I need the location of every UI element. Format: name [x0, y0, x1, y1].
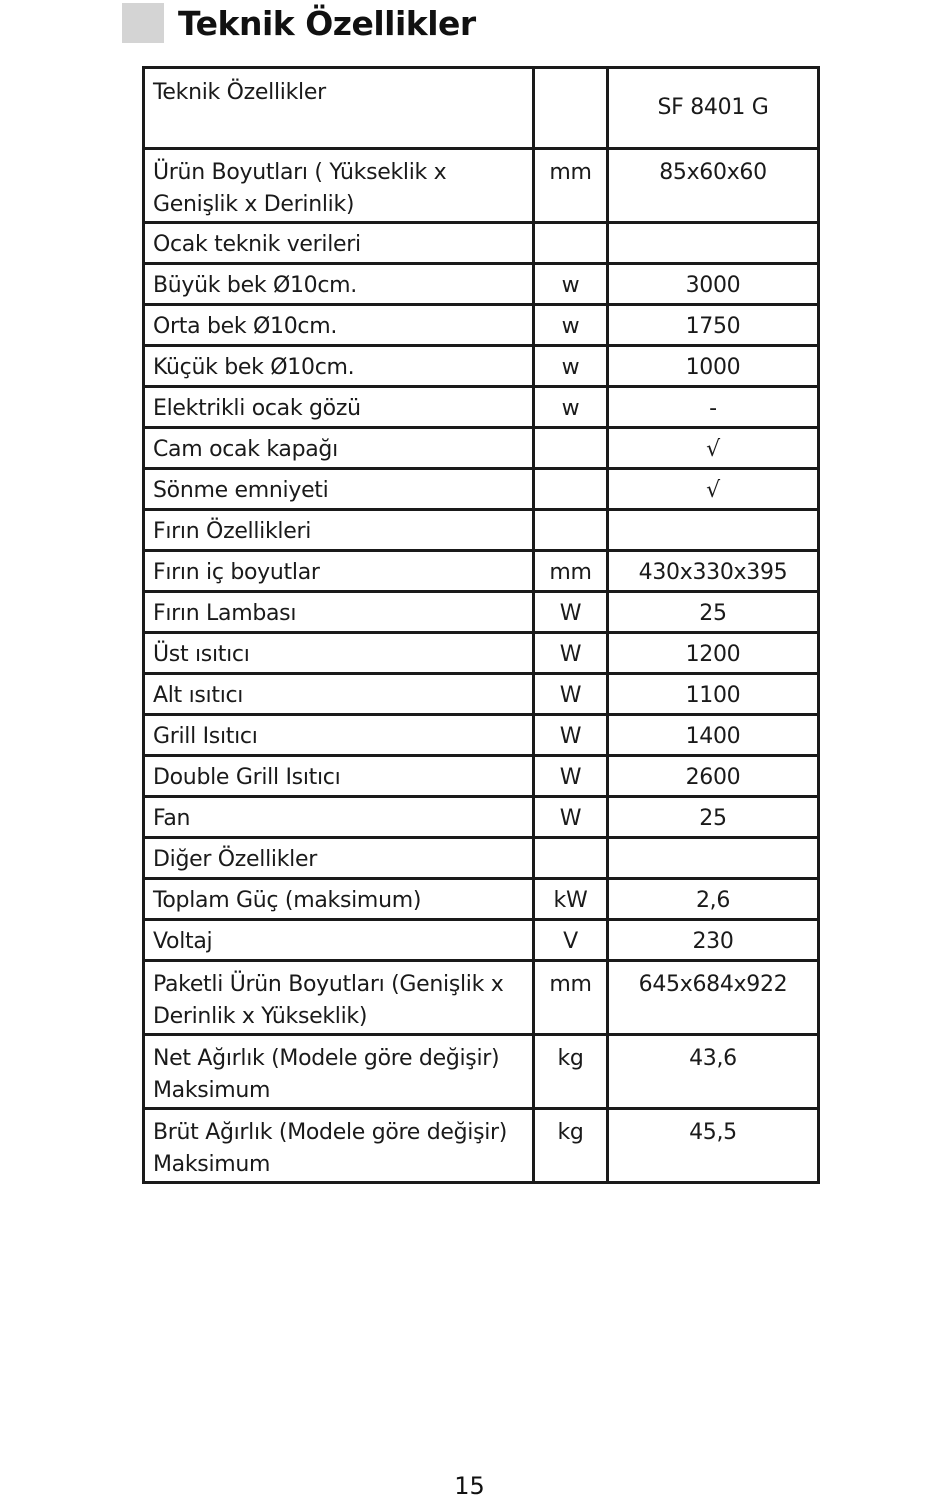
- spec-name-cell: Diğer Özellikler: [144, 838, 534, 879]
- spec-unit-cell: kg: [534, 1109, 608, 1183]
- spec-value-cell: 3000: [608, 264, 819, 305]
- spec-name-cell: Voltaj: [144, 920, 534, 961]
- spec-unit-cell: W: [534, 674, 608, 715]
- spec-value-cell: 2,6: [608, 879, 819, 920]
- table-row: [144, 264, 819, 305]
- spec-unit-cell: w: [534, 346, 608, 387]
- spec-unit-cell: mm: [534, 961, 608, 1035]
- spec-name-cell: Üst ısıtıcı: [144, 633, 534, 674]
- spec-unit-cell: kg: [534, 1035, 608, 1109]
- spec-name-cell: Grill Isıtıcı: [144, 715, 534, 756]
- spec-value-cell: 645x684x922: [608, 961, 819, 1035]
- spec-value-cell: 25: [608, 797, 819, 838]
- table-row: [144, 223, 819, 264]
- spec-name-cell: Fan: [144, 797, 534, 838]
- spec-unit-cell: W: [534, 715, 608, 756]
- spec-unit-cell: [534, 223, 608, 264]
- header-name-cell: Teknik Özellikler: [144, 68, 534, 149]
- table-row: [144, 551, 819, 592]
- spec-name-cell: Paketli Ürün Boyutları (Genişlik x Derinlik x Yükseklik): [144, 961, 534, 1035]
- table-header-row: [144, 68, 819, 149]
- spec-name-cell: Ürün Boyutları ( Yükseklik x Genişlik x Derinlik): [144, 149, 534, 223]
- spec-unit-cell: mm: [534, 149, 608, 223]
- table-row: [144, 715, 819, 756]
- table-row: [144, 510, 819, 551]
- table-row: [144, 387, 819, 428]
- table-row: [144, 674, 819, 715]
- spec-unit-cell: [534, 428, 608, 469]
- spec-name-cell: Double Grill Isıtıcı: [144, 756, 534, 797]
- table-row: [144, 469, 819, 510]
- spec-unit-cell: W: [534, 633, 608, 674]
- spec-name-cell: Cam ocak kapağı: [144, 428, 534, 469]
- specifications-table: [142, 66, 820, 1184]
- spec-value-cell: [608, 510, 819, 551]
- header-unit-cell: [534, 68, 608, 149]
- spec-name-cell: Alt ısıtıcı: [144, 674, 534, 715]
- spec-name-cell: Fırın Özellikleri: [144, 510, 534, 551]
- spec-unit-cell: V: [534, 920, 608, 961]
- spec-value-cell: 230: [608, 920, 819, 961]
- spec-value-cell: 43,6: [608, 1035, 819, 1109]
- table-row: [144, 633, 819, 674]
- header-gray-block: [122, 3, 164, 43]
- spec-unit-cell: w: [534, 387, 608, 428]
- spec-value-cell: [608, 223, 819, 264]
- spec-unit-cell: w: [534, 264, 608, 305]
- spec-name-cell: Ocak teknik verileri: [144, 223, 534, 264]
- spec-name-cell: Toplam Güç (maksimum): [144, 879, 534, 920]
- spec-unit-cell: W: [534, 797, 608, 838]
- page-number: 15: [454, 1472, 485, 1500]
- table-row: [144, 428, 819, 469]
- specifications-table-body: [144, 68, 819, 1183]
- spec-value-cell: 1400: [608, 715, 819, 756]
- table-row: [144, 346, 819, 387]
- spec-value-cell: 2600: [608, 756, 819, 797]
- page-title: Teknik Özellikler: [178, 3, 476, 43]
- table-row: [144, 838, 819, 879]
- table-row: [144, 149, 819, 223]
- spec-name-cell: Küçük bek Ø10cm.: [144, 346, 534, 387]
- table-row: [144, 1109, 819, 1183]
- spec-value-cell: 1100: [608, 674, 819, 715]
- spec-unit-cell: w: [534, 305, 608, 346]
- spec-value-cell: 45,5: [608, 1109, 819, 1183]
- spec-name-cell: Net Ağırlık (Modele göre değişir) Maksimum: [144, 1035, 534, 1109]
- table-row: [144, 1035, 819, 1109]
- spec-unit-cell: W: [534, 592, 608, 633]
- spec-name-cell: Brüt Ağırlık (Modele göre değişir) Maksimum: [144, 1109, 534, 1183]
- page-header: [122, 2, 476, 44]
- spec-name-cell: Fırın Lambası: [144, 592, 534, 633]
- spec-name-cell: Büyük bek Ø10cm.: [144, 264, 534, 305]
- spec-value-cell: [608, 838, 819, 879]
- table-row: [144, 305, 819, 346]
- table-row: [144, 920, 819, 961]
- table-row: [144, 961, 819, 1035]
- spec-value-cell: √: [608, 428, 819, 469]
- spec-value-cell: 85x60x60: [608, 149, 819, 223]
- spec-name-cell: Elektrikli ocak gözü: [144, 387, 534, 428]
- spec-value-cell: 1000: [608, 346, 819, 387]
- table-row: [144, 797, 819, 838]
- spec-unit-cell: [534, 510, 608, 551]
- spec-value-cell: 25: [608, 592, 819, 633]
- table-row: [144, 879, 819, 920]
- spec-unit-cell: [534, 469, 608, 510]
- spec-name-cell: Fırın iç boyutlar: [144, 551, 534, 592]
- table-row: [144, 592, 819, 633]
- spec-value-cell: 1750: [608, 305, 819, 346]
- spec-unit-cell: [534, 838, 608, 879]
- spec-name-cell: Sönme emniyeti: [144, 469, 534, 510]
- spec-unit-cell: W: [534, 756, 608, 797]
- header-model-cell: SF 8401 G: [608, 68, 819, 149]
- spec-name-cell: Orta bek Ø10cm.: [144, 305, 534, 346]
- table-row: [144, 756, 819, 797]
- spec-unit-cell: kW: [534, 879, 608, 920]
- spec-value-cell: 430x330x395: [608, 551, 819, 592]
- spec-unit-cell: mm: [534, 551, 608, 592]
- spec-value-cell: √: [608, 469, 819, 510]
- spec-value-cell: 1200: [608, 633, 819, 674]
- spec-value-cell: -: [608, 387, 819, 428]
